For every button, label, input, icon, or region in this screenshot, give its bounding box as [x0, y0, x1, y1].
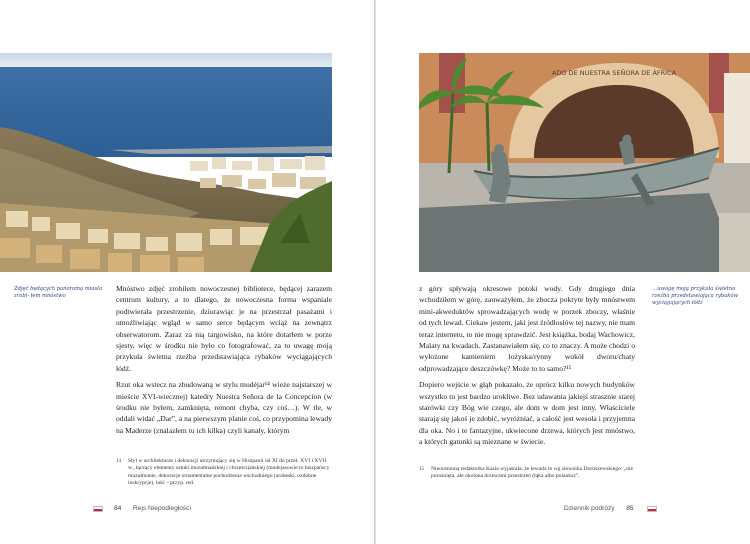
right-page-number: 85	[626, 505, 634, 512]
left-running-title: Rejs Niepodległości	[133, 505, 191, 512]
sculpture-image	[419, 53, 750, 272]
right-footnote-number: 15	[419, 467, 424, 472]
right-footnote	[419, 466, 635, 481]
left-footnote-text: Styl w architekturze i dekoracji utrzymujący się w Hiszpanii od XI do przeł. XVI i XVII w., łączący elementy sztuki muzułmańskiej i chrześcijańskiej (mudejasowie to hiszpańscy muzułmanie, dekoracje ornamentalne pochodzenia wschodniego (arabeski, ozdobne inskrypcje), łuki – przyp. red.	[128, 458, 330, 487]
left-page-number: 84	[114, 505, 122, 512]
market-sign-text: ADO DE NUESTRA SEÑORA DE ÁFRICA	[551, 69, 677, 77]
sculpture-photo	[419, 53, 750, 272]
polish-flag-icon	[93, 506, 103, 512]
left-paragraph-1: Mnóstwo zdjęć zrobiłem nowoczesnej bibliotece, będącej zarazem centrum kultury, a to dlatego, że nowoczesna forma wspaniale podtwierała przestrzenie, dziurawiąc je na przestrzał pasażami i umożliwiając wgląd w samo serce będącym wciąż na zewnątrz obserwatorom. Zaraz za nią targowisko, na które dotarłem w porze sjesty, więc w środku nie było co fotografować, za to uwagę moją przykuła świetna rzeźba przedstawiająca rybaków wyciągających łódź.	[116, 284, 332, 373]
right-page	[376, 0, 750, 544]
right-running-title: Dziennik podróży	[564, 505, 615, 512]
left-page	[0, 0, 374, 544]
right-photo-caption: …uwagę moją przykuła świetna rzeźba przedstawiająca rybaków wyciągających łódź	[652, 286, 738, 306]
polish-flag-icon	[647, 506, 657, 512]
left-paragraph-2: Rzut oka wstecz na zbudowaną w stylu mudéjar¹⁴ wieże najstarszej w mieście XVI-wiecznej) katedry Nuestra Señora de la Concepcion (w środku nie byłem, zamknięta, remont chyba, czy coś…). W tle, w oddali widać „Dar”, a na pierwszym planie coś, co przypomina lewady na Maderze (znalazłem tu ich kilka) czyli kanały, którym	[116, 380, 332, 435]
right-body-text	[419, 283, 635, 453]
panorama-image	[0, 53, 332, 272]
left-body-text	[116, 283, 332, 441]
left-photo-caption: Zdjęć będących panoramą miasta zrobi- łem mnóstwo	[14, 286, 103, 299]
right-footnote-text: Nieocenioną redaktorka Kasia wyjaśniła, że lewada to wg słownika Doroszewskiego: „nie porośnięta, ale okolona drzewami przestrzeń (łąka albo polanka)”.	[431, 466, 634, 480]
left-footnote-number: 14	[116, 459, 121, 464]
right-paragraph-2: Dopiero wejście w głąb pokazało, że oprócz kilku nowych budynków wszystko tu jest bardzo urokliwe. Bez udawania jakiejś strasznie starej starówki czy Bóg wie czego, ale dom w dom jest inny. Właściciele starają się jakoś je zdobić, wyróżniać, a całość jest wesoła i przyjemna dla oka. No i te fantazyjne, ukwiecone drzewa, których jest mnóstwo, a których gatunki są mieznane w świecie.	[419, 380, 635, 447]
left-footer	[114, 505, 191, 512]
right-paragraph-1: z góry spływają okresowe potoki wody. Gdy drugiego dnia wchodziłem w górę, zauważyłem, że zbocza pokryte były mnóstwem mini-akweduktów sprowadzających wodę w porzek zboczy, właśnie od tych lewad. Ciekaw jestem, jaki jest źródłosłów tej nazwy, nie mam teraz internetu, to nie mogę sprawdzić. Jest książka, bodaj Wachowicz, Malaty na kwadach. Zastanawiałem się, co to znaczy. A może chodzi o wyłożone kamieniem łożyska/rynny wokół dworu/chaty odprowadzające deszczówkę? Może to to samo?¹⁵	[419, 284, 635, 373]
panorama-photo	[0, 53, 332, 272]
left-footnote	[116, 458, 332, 488]
right-footer	[564, 505, 634, 512]
